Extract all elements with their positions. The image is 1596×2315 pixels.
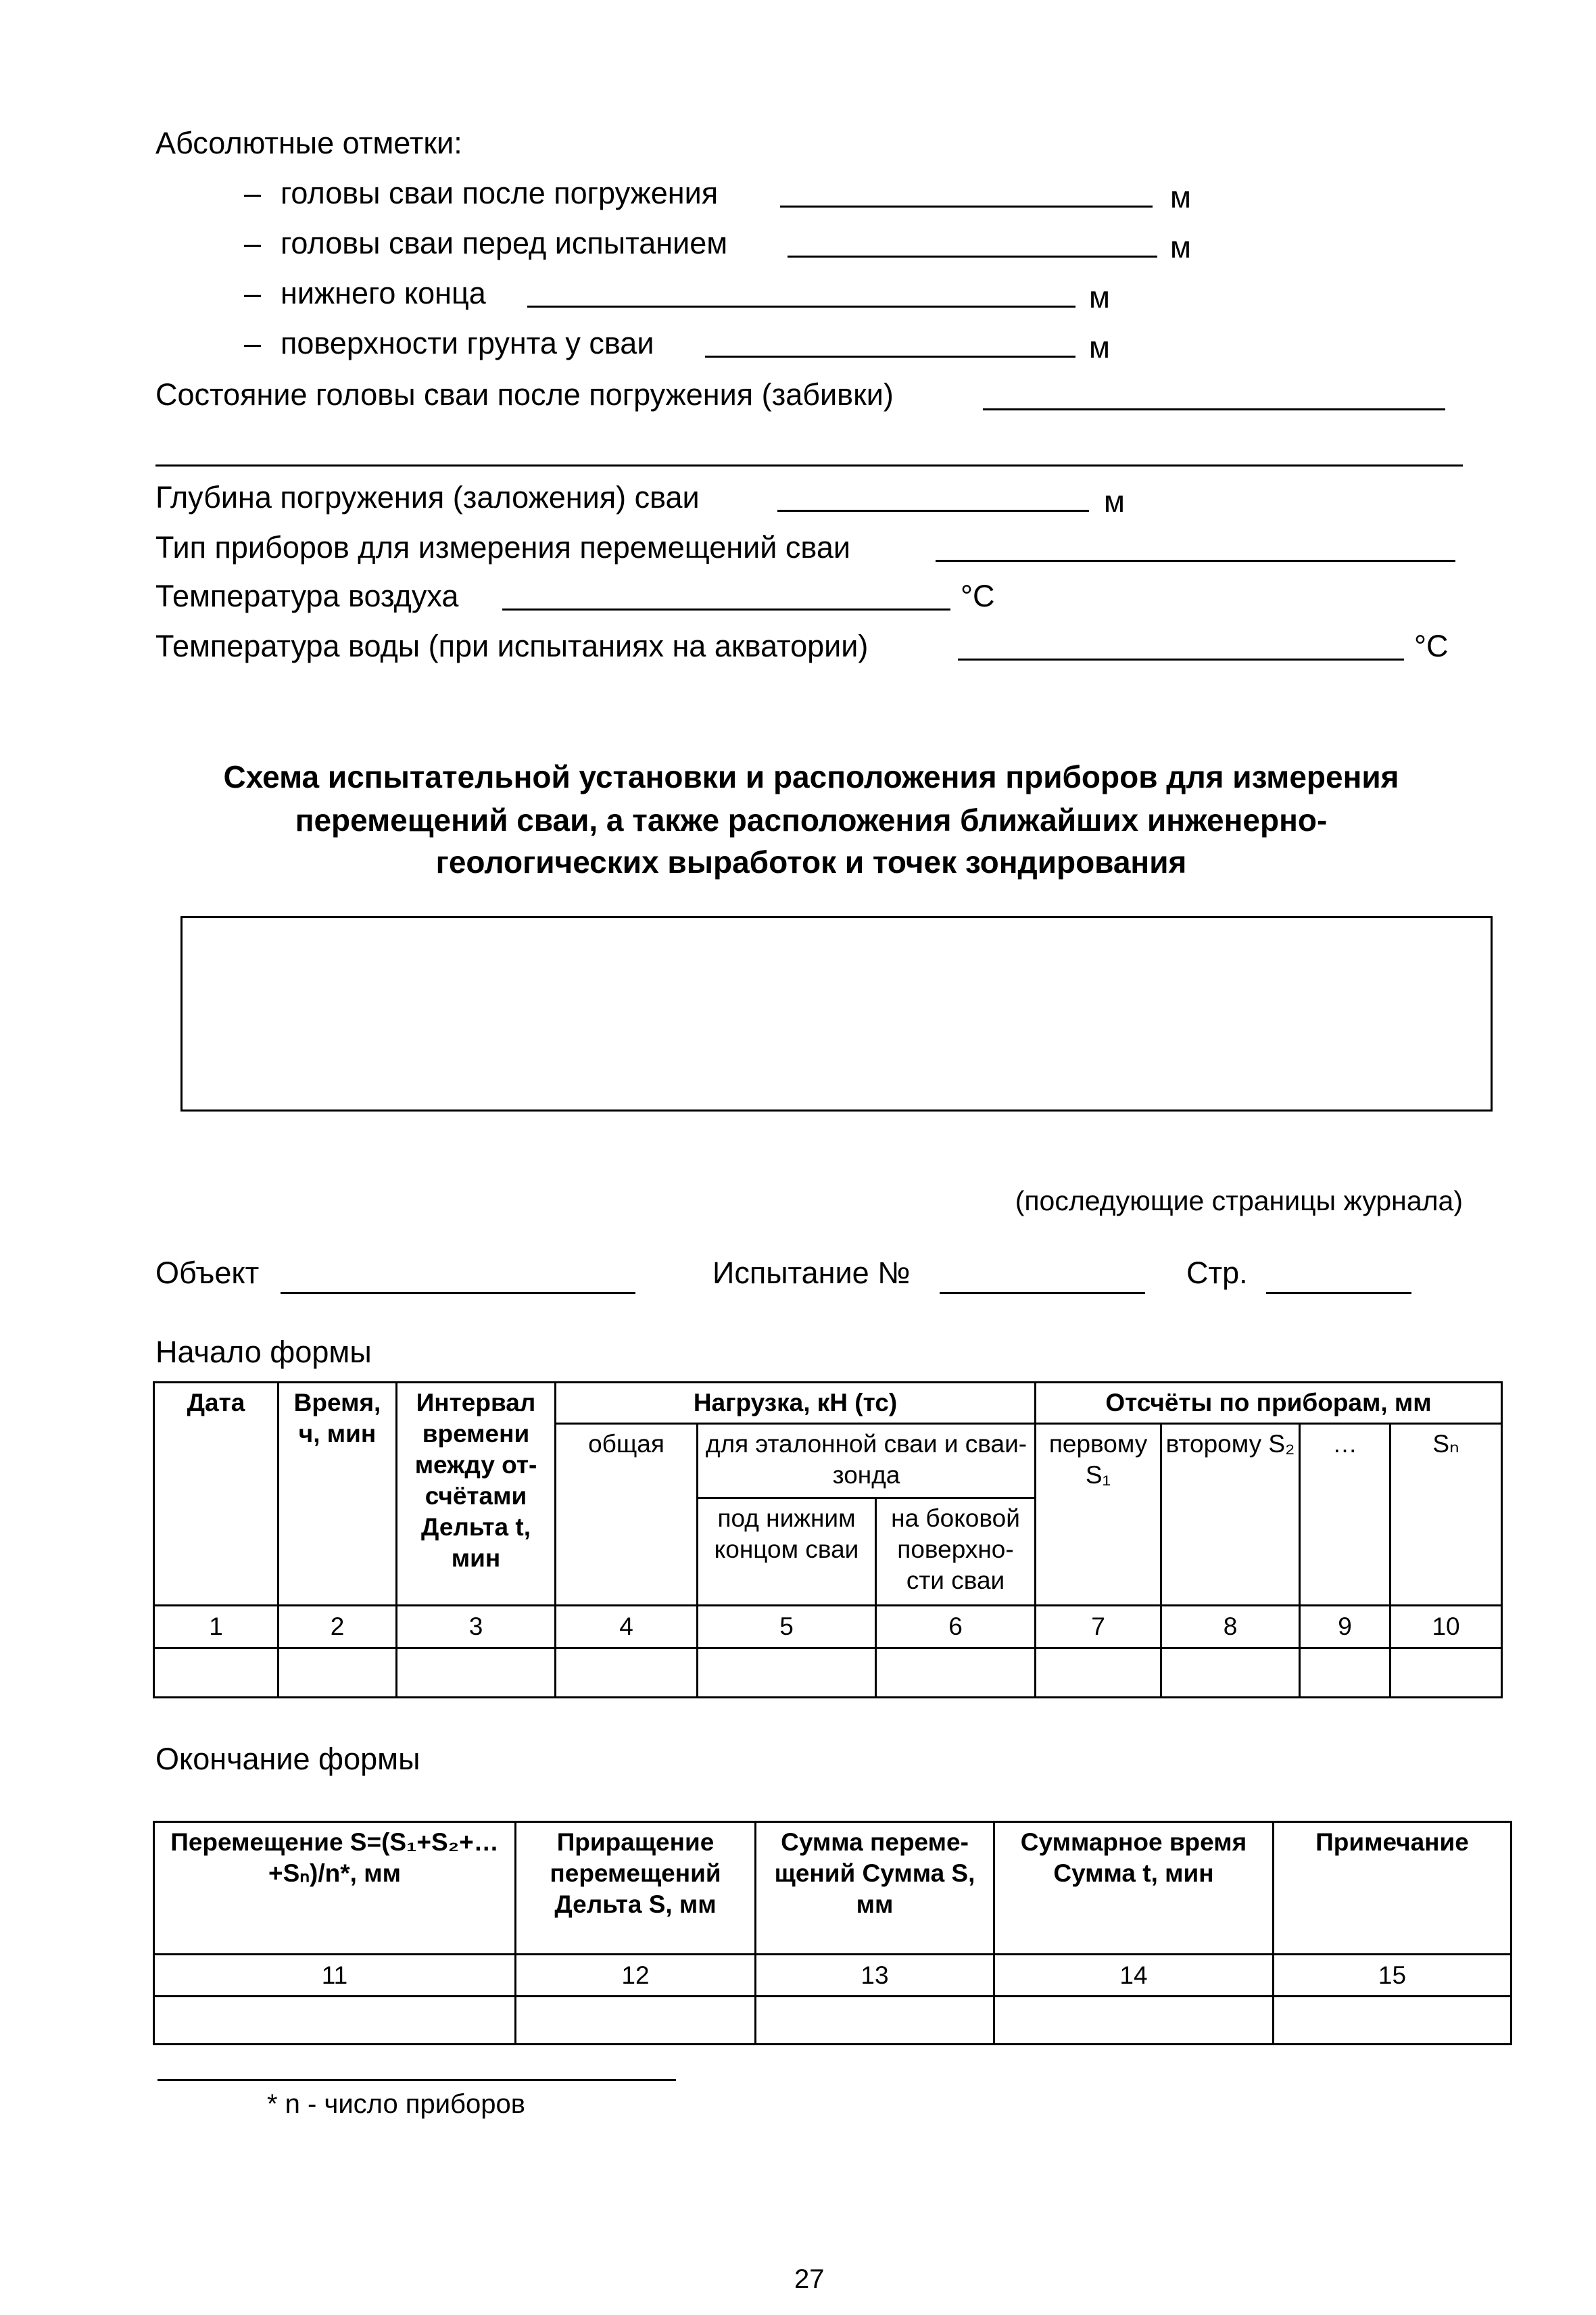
head-state-field-continued[interactable] [155, 464, 1463, 467]
table-cell[interactable] [1274, 1997, 1512, 2045]
scheme-title-line: геологических выработок и точек зондирования [435, 844, 1187, 880]
head-state-label: Состояние головы сваи после погружения (забивки) [155, 377, 894, 412]
test-number-field[interactable] [940, 1292, 1145, 1294]
header-displacement: Перемещение S=(S₁+S₂+…+Sₙ)/n*, мм [154, 1822, 516, 1955]
head-state-field[interactable] [983, 408, 1445, 410]
air-temp-label: Температура воздуха [155, 579, 459, 613]
instruments-label: Тип приборов для измерения перемещений сваи [155, 530, 850, 565]
unit: м [1104, 484, 1125, 519]
table-cell[interactable] [876, 1648, 1036, 1698]
header-time: Время, ч, мин [279, 1383, 397, 1606]
header-load-side: на боковой поверхно-сти сваи [876, 1498, 1036, 1606]
form-end-label: Окончание формы [155, 1742, 420, 1776]
table-cell[interactable] [1300, 1648, 1391, 1698]
column-numbers-row [154, 1955, 1512, 1997]
column-number: 5 [698, 1606, 876, 1648]
instruments-field[interactable] [936, 560, 1455, 562]
page-label: Стр. [1186, 1256, 1248, 1290]
header-load-reference: для эталонной сваи и сваи-зонда [698, 1424, 1036, 1498]
column-number: 8 [1161, 1606, 1300, 1648]
elevation-ground-field[interactable] [705, 356, 1075, 358]
water-temp-field[interactable] [958, 659, 1404, 661]
water-temp-label: Температура воды (при испытаниях на акватории) [155, 629, 869, 663]
header-load-bottom: под нижним концом сваи [698, 1498, 876, 1606]
column-number: 11 [154, 1955, 516, 1997]
footnote: * n - число приборов [267, 2089, 525, 2119]
journal-table-end [153, 1821, 1512, 2045]
column-number: 13 [756, 1955, 994, 1997]
form-start-label: Начало формы [155, 1335, 372, 1369]
table-cell[interactable] [1161, 1648, 1300, 1698]
unit: °C [961, 579, 995, 613]
footnote-divider [158, 2079, 676, 2081]
column-number: 2 [279, 1606, 397, 1648]
table-cell[interactable] [154, 1648, 279, 1698]
column-number: 14 [994, 1955, 1274, 1997]
column-number: 15 [1274, 1955, 1512, 1997]
test-number-label: Испытание № [712, 1256, 911, 1290]
elevation-head-after-label: головы сваи после погружения [281, 176, 719, 210]
header-sum-displacement: Сумма переме-щений Сумма S, мм [756, 1822, 994, 1955]
unit: м [1170, 180, 1191, 214]
table-cell[interactable] [516, 1997, 756, 2045]
table-cell[interactable] [397, 1648, 556, 1698]
header-total-time: Суммарное время Сумма t, мин [994, 1822, 1274, 1955]
scheme-title-line: Схема испытательной установки и расположения приборов для измерения [223, 759, 1399, 794]
header-reading-second: второму S₂ [1161, 1424, 1300, 1606]
table-cell[interactable] [556, 1648, 698, 1698]
header-readings: Отсчёты по приборам, мм [1036, 1383, 1502, 1424]
air-temp-field[interactable] [502, 608, 950, 611]
column-number: 12 [516, 1955, 756, 1997]
table-cell[interactable] [994, 1997, 1274, 2045]
header-reading-sn: Sₙ [1391, 1424, 1502, 1606]
dash: – [244, 326, 262, 360]
header-date: Дата [154, 1383, 279, 1606]
unit: м [1089, 280, 1110, 314]
header-increment: Приращение перемещений Дельта S, мм [516, 1822, 756, 1955]
elevation-bottom-field[interactable] [527, 306, 1075, 308]
elevation-head-after-field[interactable] [780, 206, 1153, 208]
table-cell[interactable] [698, 1648, 876, 1698]
unit: м [1170, 230, 1191, 264]
unit: °C [1414, 629, 1449, 663]
column-number: 10 [1391, 1606, 1502, 1648]
elevations-heading: Абсолютные отметки: [155, 126, 462, 160]
dash: – [244, 226, 262, 260]
scheme-title-line: перемещений сваи, а также расположения ближайших инженерно- [295, 803, 1328, 838]
elevation-ground-label: поверхности грунта у сваи [281, 326, 654, 360]
table-cell[interactable] [279, 1648, 397, 1698]
journal-table-start [153, 1381, 1503, 1698]
object-field[interactable] [281, 1292, 635, 1294]
table-cell[interactable] [1391, 1648, 1502, 1698]
table-cell[interactable] [756, 1997, 994, 2045]
column-number: 6 [876, 1606, 1036, 1648]
scheme-drawing-area[interactable] [180, 916, 1493, 1112]
depth-field[interactable] [777, 510, 1089, 512]
unit: м [1089, 330, 1110, 364]
header-note: Примечание [1274, 1822, 1512, 1955]
dash: – [244, 276, 262, 310]
elevation-head-before-field[interactable] [788, 256, 1157, 258]
elevation-head-before-label: головы сваи перед испытанием [281, 226, 728, 260]
elevation-bottom-label: нижнего конца [281, 276, 486, 310]
table-row [154, 1648, 1502, 1698]
header-interval: Интервал времени между от-счётами Дельта t, мин [397, 1383, 556, 1606]
column-number: 9 [1300, 1606, 1391, 1648]
header-load-total: общая [556, 1424, 698, 1606]
column-numbers-row [154, 1606, 1502, 1648]
column-number: 1 [154, 1606, 279, 1648]
column-number: 3 [397, 1606, 556, 1648]
header-reading-dots: … [1300, 1424, 1391, 1606]
table-row [154, 1997, 1512, 2045]
header-reading-first: первому S₁ [1036, 1424, 1161, 1606]
next-pages-note: (последующие страницы журнала) [1015, 1185, 1463, 1216]
column-number: 4 [556, 1606, 698, 1648]
depth-label: Глубина погружения (заложения) сваи [155, 480, 700, 515]
column-number: 7 [1036, 1606, 1161, 1648]
table-cell[interactable] [154, 1997, 516, 2045]
header-load: Нагрузка, кН (тс) [556, 1383, 1036, 1424]
object-label: Объект [155, 1256, 260, 1290]
table-cell[interactable] [1036, 1648, 1161, 1698]
page-number: 27 [794, 2264, 825, 2294]
dash: – [244, 176, 262, 210]
page-field[interactable] [1266, 1292, 1411, 1294]
